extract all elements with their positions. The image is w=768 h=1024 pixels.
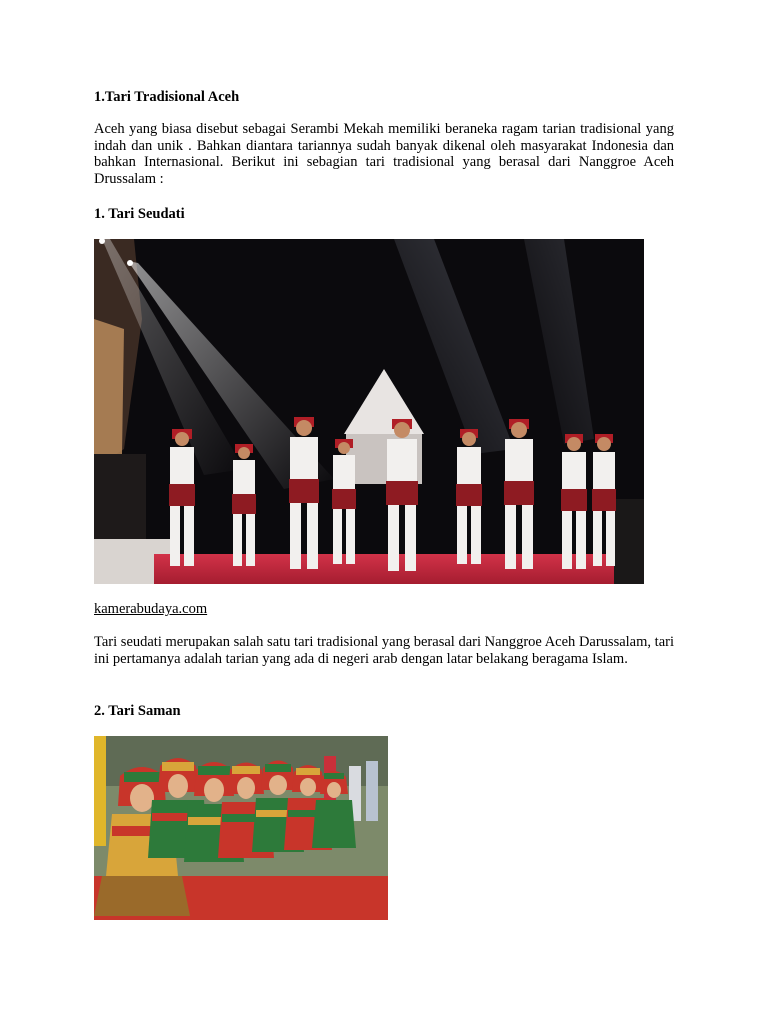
section-heading-seudati: 1. Tari Seudati xyxy=(94,206,185,222)
photo-stage-dancers-icon xyxy=(94,239,644,584)
photo-source-link[interactable]: kamerabudaya.com xyxy=(94,601,208,617)
intro-paragraph: Aceh yang biasa disebut sebagai Serambi Mekah memiliki beraneka ragam tarian tradisional yang indah dan unik . Bahkan diantara tariannya sudah banyak dikenal oleh masyarakat Indonesia dan bahkan Internasional. Berikut ini sebagian tari tradisional yang berasal dari Nanggroe Aceh Drussalam : xyxy=(94,121,674,187)
seudati-photo xyxy=(94,239,644,584)
section-heading-saman: 2. Tari Saman xyxy=(94,703,181,719)
document-title: 1.Tari Tradisional Aceh xyxy=(94,89,240,105)
seudati-paragraph: Tari seudati merupakan salah satu tari tradisional yang berasal dari Nanggroe Aceh Darussalam, tari ini pertamanya adalah tarian yang ada di negeri arab dengan latar belakang beragama Islam. xyxy=(94,634,674,667)
saman-photo xyxy=(94,736,388,920)
photo-seated-dancers-icon xyxy=(94,736,388,920)
